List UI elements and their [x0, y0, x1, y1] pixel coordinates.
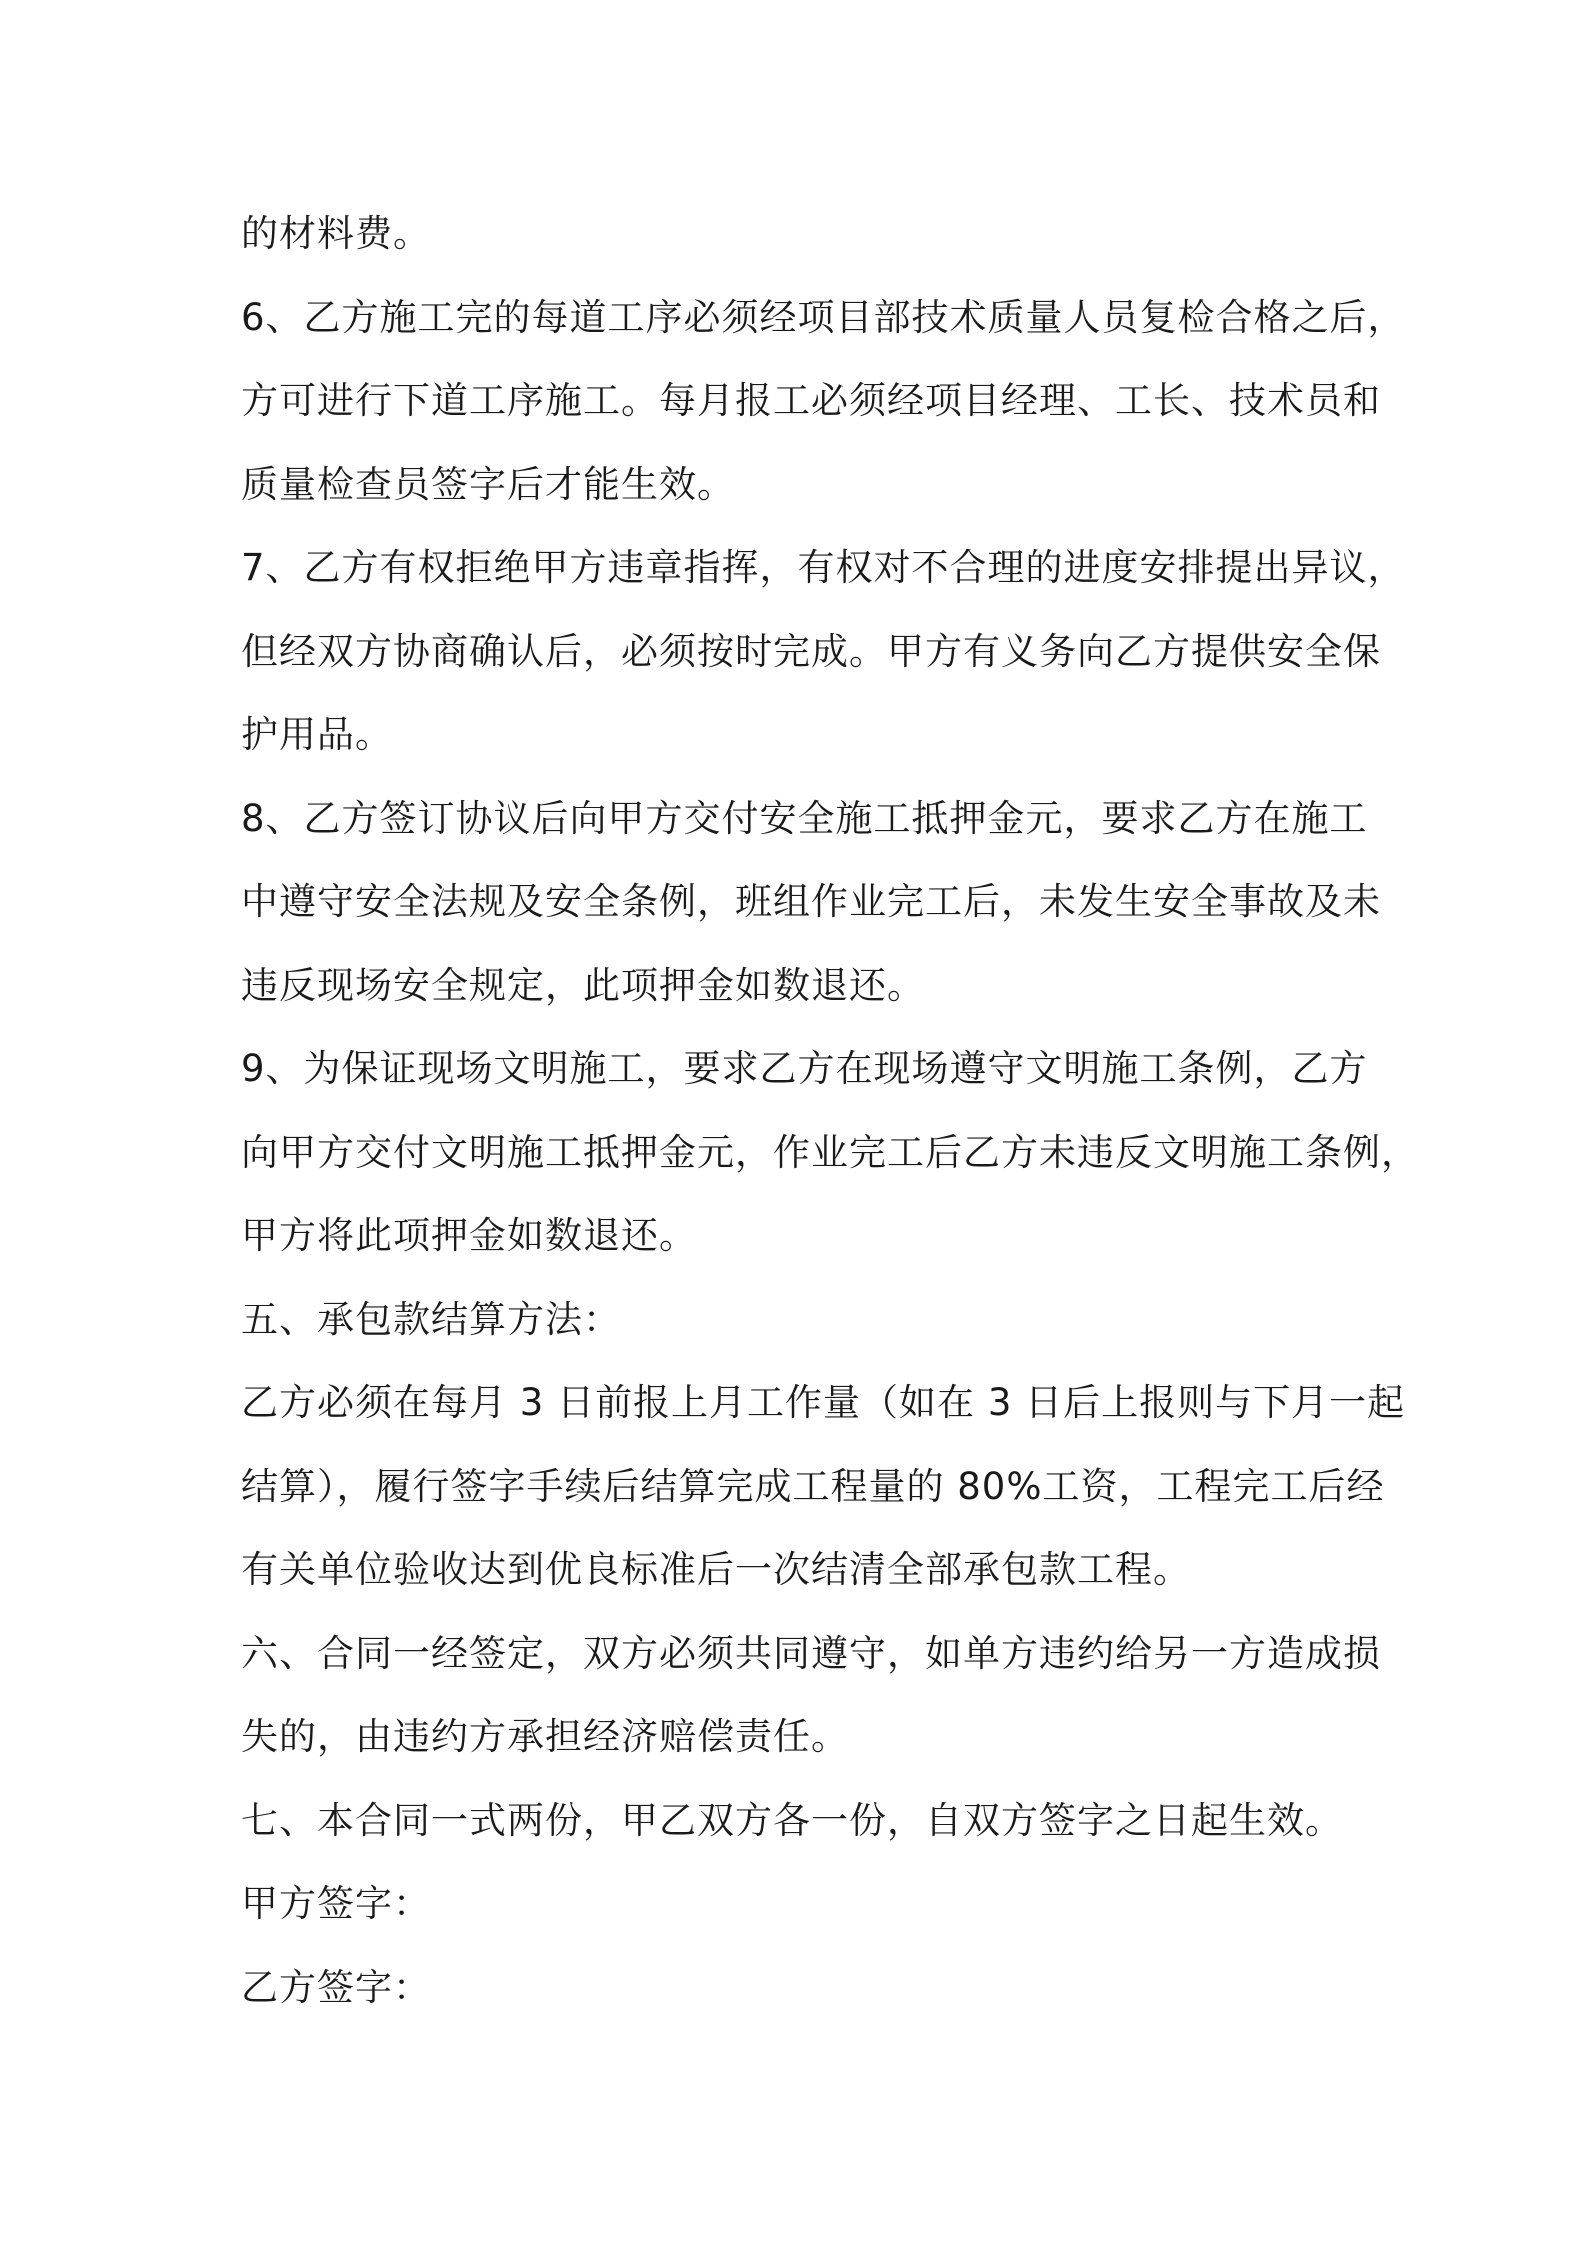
text-line: 9、为保证现场文明施工，要求乙方在现场遵守文明施工条例，乙方: [241, 1047, 1368, 1090]
text-line: 8、乙方签订协议后向甲方交付安全施工抵押金元，要求乙方在施工: [241, 796, 1368, 840]
text-line: 护用品。: [241, 713, 393, 756]
text-line: 质量检查员签字后才能生效。: [241, 462, 735, 506]
text-line: 6、乙方施工完的每道工序必须经项目部技术质量人员复检合格之后，: [241, 295, 1406, 339]
text-line: 但经双方协商确认后，必须按时完成。甲方有义务向乙方提供安全保: [241, 629, 1381, 673]
text-line: 有关单位验收达到优良标准后一次结清全部承包款工程。: [241, 1548, 1191, 1591]
text-line: 结算），履行签字手续后结算完成工程量的 80%工资，工程完工后经: [241, 1464, 1385, 1508]
text-line: 7、乙方有权拒绝甲方违章指挥，有权对不合理的进度安排提出异议，: [241, 546, 1406, 589]
section-heading: 五、承包款结算方法：: [241, 1297, 621, 1341]
text-line: 的材料费。: [241, 212, 431, 255]
text-line: 七、本合同一式两份，甲乙双方各一份，自双方签字之日起生效。: [241, 1798, 1343, 1842]
text-line: 方可进行下道工序施工。每月报工必须经项目经理、工长、技术员和: [241, 379, 1381, 422]
text-line: 甲方将此项押金如数退还。: [241, 1214, 697, 1257]
party-b-signature-label: 乙方签字：: [241, 1965, 431, 2009]
text-line: 失的，由违约方承担经济赔偿责任。: [241, 1715, 849, 1758]
text-line: 向甲方交付文明施工抵押金元，作业完工后乙方未违反文明施工条例，: [241, 1130, 1419, 1174]
party-a-signature-label: 甲方签字：: [241, 1882, 431, 1925]
text-line: 违反现场安全规定，此项押金如数退还。: [241, 963, 925, 1007]
text-line: 乙方必须在每月 3 日前报上月工作量（如在 3 日后上报则与下月一起: [241, 1381, 1406, 1424]
text-line: 六、合同一经签定，双方必须共同遵守，如单方违约给另一方造成损: [241, 1631, 1381, 1675]
text-line: 中遵守安全法规及安全条例，班组作业完工后，未发生安全事故及未: [241, 880, 1381, 923]
document-body: [241, 192, 1419, 2029]
